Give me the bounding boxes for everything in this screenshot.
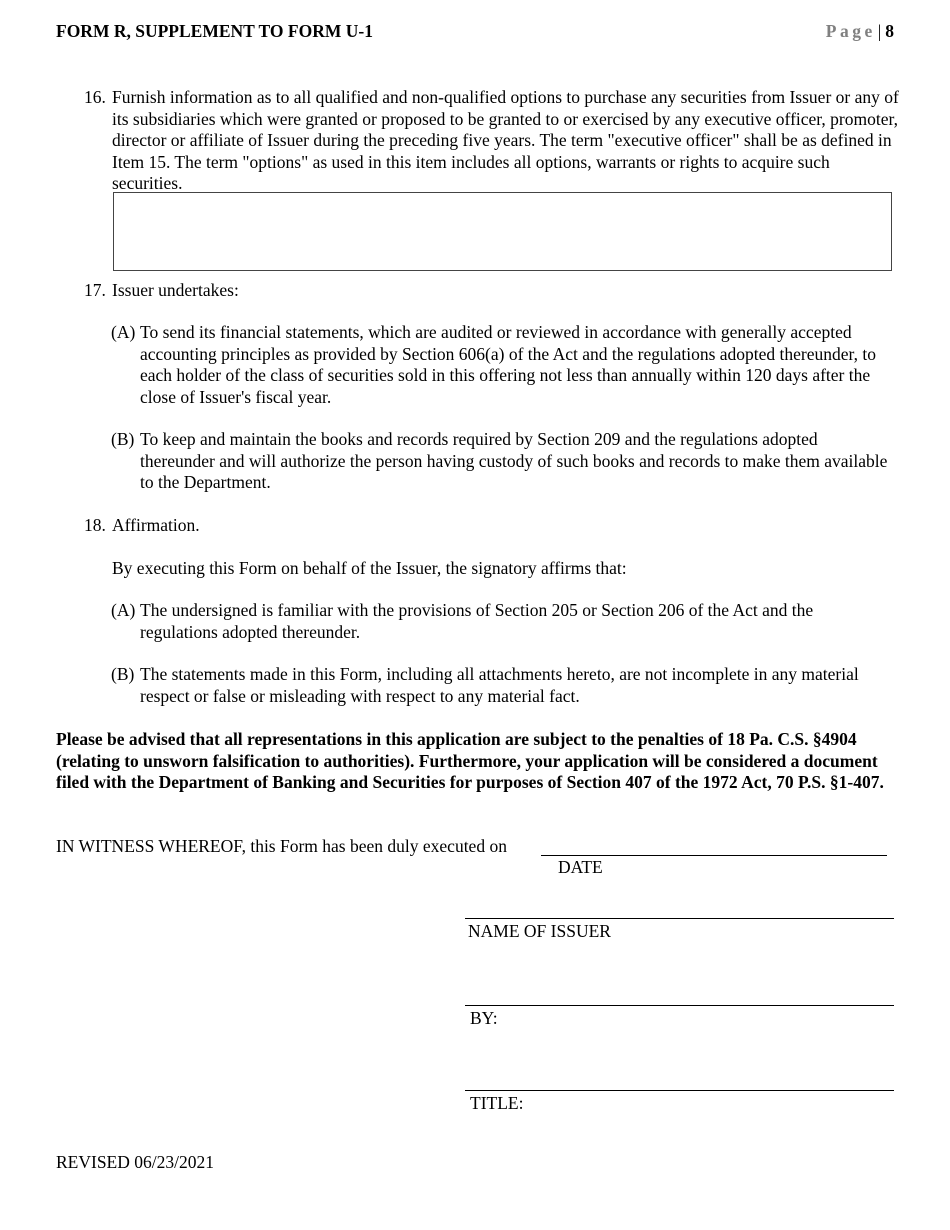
witness-statement: IN WITNESS WHEREOF, this Form has been duly executed on <box>56 836 507 856</box>
by-label: BY: <box>470 1008 498 1028</box>
date-line[interactable] <box>541 855 887 856</box>
item-18-b-label: (B) <box>111 664 135 684</box>
item-18-b-text: The statements made in this Form, including all attachments hereto, are not incomplete in any material respect or false or misleading with respect to any material fact. <box>140 664 859 706</box>
title-label: TITLE: <box>470 1093 524 1113</box>
item-18-number: 18. <box>84 515 106 535</box>
item-17-a-label: (A) <box>111 322 136 342</box>
item-17-b-label: (B) <box>111 429 135 449</box>
item-18-a-text: The undersigned is familiar with the provisions of Section 205 or Section 206 of the Act and the regulations adopted thereunder. <box>140 600 814 642</box>
item-17-number: 17. <box>84 280 106 300</box>
form-title: FORM R, SUPPLEMENT TO FORM U-1 <box>56 21 373 41</box>
item-18-intro: By executing this Form on behalf of the Issuer, the signatory affirms that: <box>112 558 627 578</box>
page-separator: | <box>877 21 882 41</box>
revision-date: REVISED 06/23/2021 <box>56 1152 214 1172</box>
page-number <box>826 21 894 42</box>
item-16-number: 16. <box>84 87 106 107</box>
title-line[interactable] <box>465 1090 894 1091</box>
page-number-value: 8 <box>885 21 894 41</box>
item-17-a-text: To send its financial statements, which are audited or reviewed in accordance with generally accepted accounting principles as provided by Section 606(a) of the Act and the regulations adopted thereunder, to each holder of the class of securities sold in this offering not less than annually within 120 days after the close of Issuer's fiscal year. <box>140 322 877 407</box>
item-17-b-text: To keep and maintain the books and records required by Section 209 and the regulations adopted thereunder and will authorize the person having custody of such books and records to make them available to the Department. <box>140 429 888 492</box>
issuer-name-line[interactable] <box>465 918 894 919</box>
issuer-name-label: NAME OF ISSUER <box>468 921 611 941</box>
by-signature-line[interactable] <box>465 1005 894 1006</box>
date-label: DATE <box>558 857 603 877</box>
item-16-text: Furnish information as to all qualified and non-qualified options to purchase any securities from Issuer or any of its subsidiaries which were granted or proposed to be granted to or exercised by any executive officer, promoter, director or affiliate of Issuer during the preceding five years. The term "executive officer" shall be as defined in Item 15. The term "options" as used in this item includes all options, warrants or rights to acquire such securities. <box>112 87 899 193</box>
item-18-a-label: (A) <box>111 600 136 620</box>
item-17-heading: Issuer undertakes: <box>112 280 239 300</box>
penalty-notice: Please be advised that all representations in this application are subject to the penalties of 18 Pa. C.S. §4904 (relating to unsworn falsification to authorities). Furthermore, your application will be considered a document filed with the Department of Banking and Securities for purposes of Section 407 of the 1972 Act, 70 P.S. §1-407. <box>56 729 884 792</box>
page-word: Page <box>825 21 876 41</box>
item-18-heading: Affirmation. <box>112 515 200 535</box>
item-16-answer-box[interactable] <box>113 192 892 271</box>
